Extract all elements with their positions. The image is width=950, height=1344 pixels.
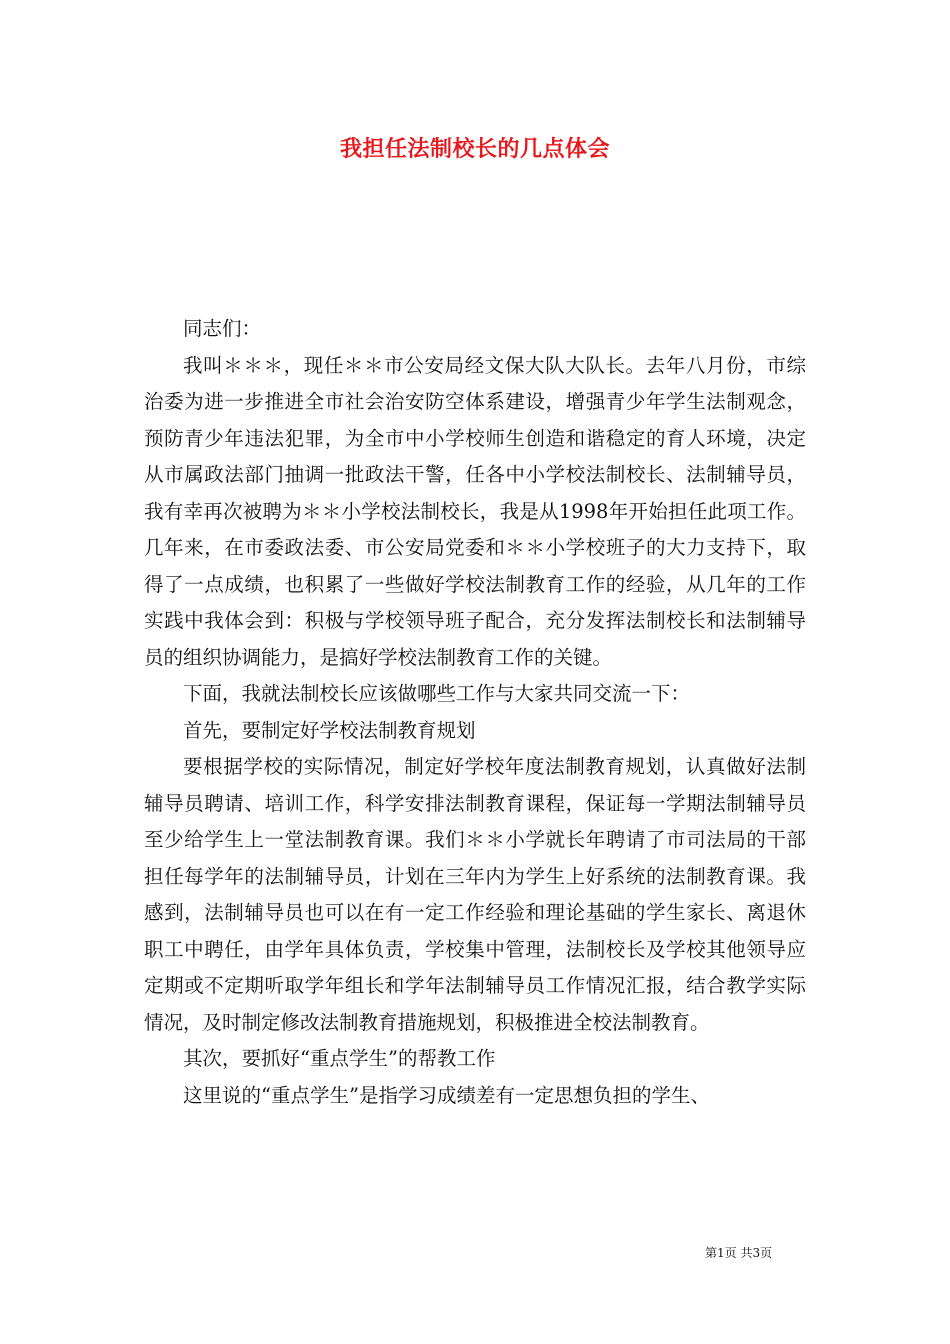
page-mid: 页 共: [724, 1246, 753, 1260]
paragraph-intro: 我叫＊＊＊，现任＊＊市公安局经文保大队大队长。去年八月份，市综治委为进一步推进全市社会治安防空体系建设，增强青少年学生法制观念，预防青少年违法犯罪，为全市中小学校师生创造和谐稳定的育人环境，决定从市属政法部门抽调一批政法干警，任各中小学校法制校长、法制辅导员，我有幸再次被聘为＊＊小学校法制校长，我是从1998年开始担任此项工作。几年来，在市委政法委、市公安局党委和＊＊小学校班子的大力支持下，取得了一点成绩，也积累了一些做好学校法制教育工作的经验，从几年的工作实践中我体会到：积极与学校领导班子配合，充分发挥法制校长和法制辅导员的组织协调能力，是搞好学校法制教育工作的关键。: [144, 353, 806, 669]
paragraph-second-body: 这里说的“重点学生”是指学习成绩差有一定思想负担的学生、: [183, 1083, 710, 1107]
section-heading-second: 其次，要抓好“重点学生”的帮教工作: [183, 1047, 496, 1070]
paragraph-transition: 下面，我就法制校长应该做哪些工作与大家共同交流一下：: [183, 682, 691, 705]
page-current: 1: [717, 1246, 725, 1260]
page-number: [705, 1244, 772, 1261]
page-suffix: 页: [760, 1246, 773, 1260]
section-heading-first: 首先，要制定好学校法制教育规划: [183, 718, 476, 742]
document-title: 我担任法制校长的几点体会: [339, 136, 610, 162]
document-body: [144, 311, 806, 1114]
page-prefix: 第: [705, 1246, 718, 1260]
page-total: 3: [752, 1246, 761, 1260]
salutation: 同志们：: [183, 317, 262, 340]
paragraph-first-body: 要根据学校的实际情况，制定好学校年度法制教育规划，认真做好法制辅导员聘请、培训工作，科学安排法制教育课程，保证每一学期法制辅导员至少给学生上一堂法制教育课。我们＊＊小学就长年聘请了市司法局的干部担任每学年的法制辅导员，计划在三年内为学生上好系统的法制教育课。我感到，法制辅导员也可以在有一定工作经验和理论基础的学生家长、离退休职工中聘任，由学年具体负责，学校集中管理，法制校长及学校其他领导应定期或不定期听取学年组长和学年法制辅导员工作情况汇报，结合教学实际情况，及时制定修改法制教育措施规划，积极推进全校法制教育。: [144, 755, 806, 1034]
